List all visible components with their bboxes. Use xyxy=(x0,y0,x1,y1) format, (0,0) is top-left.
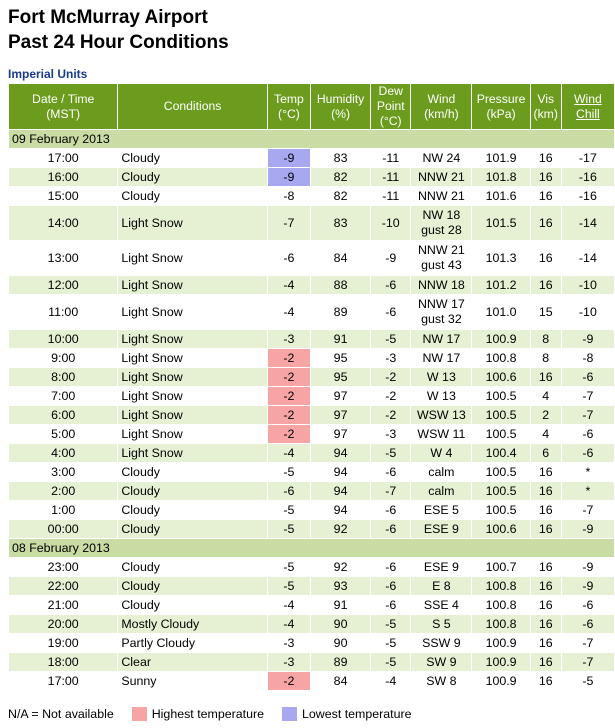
cell-pressure: 100.9 xyxy=(485,635,517,650)
cell-wind-chill: -7 xyxy=(562,406,614,424)
date-row xyxy=(9,539,614,557)
header-temp: Temp (°C) xyxy=(268,84,310,129)
cell-humidity: 91 xyxy=(333,597,348,612)
cell-time: 17:00 xyxy=(47,673,79,688)
header-conditions: Conditions xyxy=(118,84,266,129)
cell-conditions: Cloudy xyxy=(121,559,160,574)
table-row xyxy=(9,672,614,690)
cell-dew-point: -5 xyxy=(371,615,410,633)
cell-wind: WSW 11 xyxy=(417,426,466,441)
cell-visibility: 16 xyxy=(531,520,561,538)
cell-wind-chill: -6 xyxy=(562,444,614,462)
cell-pressure: 100.5 xyxy=(485,464,517,479)
cell-time: 18:00 xyxy=(9,653,117,671)
cell-dew-point: -6 xyxy=(385,464,397,479)
table-row xyxy=(9,368,614,386)
cell-conditions: Mostly Cloudy xyxy=(118,615,266,633)
table-row xyxy=(9,349,614,367)
cell-humidity: 97 xyxy=(333,388,348,403)
cell-time: 12:00 xyxy=(9,276,117,294)
table-row xyxy=(9,615,614,633)
cell-temp: -2 xyxy=(268,368,310,386)
cell-visibility: 16 xyxy=(531,482,561,500)
cell-visibility: 16 xyxy=(538,559,553,574)
cell-temp: -3 xyxy=(268,330,310,348)
cell-humidity: 90 xyxy=(311,615,370,633)
cell-wind-chill: -16 xyxy=(578,188,597,203)
cell-pressure: 100.5 xyxy=(472,406,529,424)
cell-wind-chill: -7 xyxy=(582,635,594,650)
cell-dew-point: -2 xyxy=(371,368,410,386)
cell-dew-point: -6 xyxy=(385,559,397,574)
cell-time: 5:00 xyxy=(51,426,76,441)
cell-dew-point: -5 xyxy=(371,444,410,462)
cell-pressure: 101.9 xyxy=(485,150,517,165)
cell-temp: -2 xyxy=(268,406,310,424)
cell-conditions: Light Snow xyxy=(121,250,183,265)
cell-wind: NNW 18 xyxy=(411,276,471,294)
cell-temp: -3 xyxy=(268,653,310,671)
cell-time: 9:00 xyxy=(51,350,76,365)
header-wind: Wind (km/h) xyxy=(411,84,471,129)
cell-wind-chill: -7 xyxy=(582,502,594,517)
cell-visibility: 4 xyxy=(542,426,550,441)
cell-wind-chill: -6 xyxy=(562,368,614,386)
cell-humidity: 82 xyxy=(311,168,370,186)
cell-dew-point: -6 xyxy=(385,597,397,612)
cell-temp: -4 xyxy=(268,444,310,462)
cell-pressure: 100.5 xyxy=(485,502,517,517)
cell-wind-chill: -16 xyxy=(562,168,614,186)
cell-dew-point: -9 xyxy=(385,250,397,265)
cell-dew-point: -5 xyxy=(371,653,410,671)
cell-time: 23:00 xyxy=(47,559,79,574)
cell-time: 8:00 xyxy=(9,368,117,386)
cell-visibility: 16 xyxy=(538,597,553,612)
cell-temp: -5 xyxy=(268,520,310,538)
cell-visibility: 6 xyxy=(531,444,561,462)
cell-wind-chill: -9 xyxy=(562,330,614,348)
cell-wind-chill: -10 xyxy=(562,276,614,294)
table-row xyxy=(9,149,614,167)
cell-pressure: 101.2 xyxy=(472,276,529,294)
cell-pressure: 100.8 xyxy=(472,615,529,633)
cell-visibility: 16 xyxy=(531,206,561,240)
cell-wind: SSE 4 xyxy=(423,597,459,612)
cell-wind: NNW 21 xyxy=(417,188,465,203)
cell-pressure: 100.6 xyxy=(472,520,529,538)
cell-temp: -5 xyxy=(283,559,295,574)
cell-wind: SW 8 xyxy=(426,673,457,688)
cell-conditions: Cloudy xyxy=(121,502,160,517)
cell-wind: ESE 9 xyxy=(411,520,471,538)
cell-time: 2:00 xyxy=(9,482,117,500)
table-row xyxy=(9,596,614,614)
cell-humidity: 94 xyxy=(333,502,348,517)
cell-wind-chill: -5 xyxy=(582,673,594,688)
cell-wind: NNW 21 xyxy=(411,168,471,186)
cell-temp: -5 xyxy=(268,577,310,595)
cell-humidity: 94 xyxy=(311,482,370,500)
cell-visibility: 16 xyxy=(538,150,553,165)
cell-humidity: 97 xyxy=(333,426,348,441)
legend-high-swatch xyxy=(132,707,147,721)
cell-dew-point: -7 xyxy=(371,482,410,500)
table-row xyxy=(9,241,614,275)
table-row xyxy=(9,187,614,205)
cell-humidity: 91 xyxy=(311,330,370,348)
cell-conditions: Light Snow xyxy=(118,444,266,462)
table-row xyxy=(9,330,614,348)
cell-wind-chill: -7 xyxy=(582,388,594,403)
table-row xyxy=(9,206,614,240)
title-line-2: Past 24 Hour Conditions xyxy=(8,32,229,53)
cell-dew-point: -4 xyxy=(385,673,397,688)
cell-time: 22:00 xyxy=(9,577,117,595)
cell-time: 3:00 xyxy=(51,464,76,479)
cell-pressure: 101.6 xyxy=(485,188,517,203)
cell-humidity: 94 xyxy=(333,464,348,479)
cell-dew-point: -3 xyxy=(385,350,397,365)
cell-dew-point: -5 xyxy=(371,330,410,348)
cell-temp: -2 xyxy=(268,425,310,443)
cell-visibility: 16 xyxy=(531,615,561,633)
cell-conditions: Light Snow xyxy=(118,276,266,294)
cell-wind: NNW 17 gust 32 xyxy=(417,297,465,326)
cell-temp: -2 xyxy=(268,349,310,367)
cell-temp: -3 xyxy=(283,635,295,650)
cell-humidity: 97 xyxy=(311,406,370,424)
cell-temp: -5 xyxy=(283,464,295,479)
cell-visibility: 4 xyxy=(542,388,550,403)
cell-visibility: 16 xyxy=(531,168,561,186)
cell-humidity: 95 xyxy=(311,368,370,386)
cell-conditions: Cloudy xyxy=(121,150,160,165)
cell-conditions: Clear xyxy=(118,653,266,671)
cell-pressure: 100.9 xyxy=(472,653,529,671)
table-row xyxy=(9,387,614,405)
page-title xyxy=(8,5,229,55)
cell-temp: -7 xyxy=(268,206,310,240)
cell-temp: -6 xyxy=(283,250,295,265)
cell-conditions: Light Snow xyxy=(121,350,183,365)
table-row xyxy=(9,501,614,519)
cell-wind: calm xyxy=(411,482,471,500)
header-vis: Vis (km) xyxy=(531,84,561,129)
cell-dew-point: -11 xyxy=(382,150,400,165)
cell-humidity: 88 xyxy=(311,276,370,294)
cell-wind: SSW 9 xyxy=(422,635,461,650)
cell-temp: -9 xyxy=(268,149,310,167)
cell-visibility: 16 xyxy=(538,502,553,517)
cell-conditions: Sunny xyxy=(121,673,157,688)
cell-dew-point: -2 xyxy=(371,406,410,424)
cell-time: 15:00 xyxy=(47,188,79,203)
cell-dew-point: -6 xyxy=(385,502,397,517)
cell-humidity: 82 xyxy=(333,188,348,203)
table-row xyxy=(9,463,614,481)
cell-humidity: 83 xyxy=(333,150,348,165)
table-row xyxy=(9,276,614,294)
table-row xyxy=(9,295,614,329)
cell-time: 7:00 xyxy=(51,388,76,403)
cell-wind: calm xyxy=(428,464,455,479)
cell-visibility: 16 xyxy=(538,635,553,650)
units-label: Imperial Units xyxy=(8,67,88,81)
cell-wind-chill: * xyxy=(562,482,614,500)
cell-time: 21:00 xyxy=(47,597,79,612)
cell-visibility: 16 xyxy=(538,464,553,479)
cell-temp: -5 xyxy=(283,502,295,517)
cell-pressure: 100.5 xyxy=(485,388,517,403)
cell-time: 11:00 xyxy=(48,304,79,319)
cell-time: 16:00 xyxy=(9,168,117,186)
cell-visibility: 16 xyxy=(538,250,553,265)
cell-pressure: 100.7 xyxy=(485,559,517,574)
cell-visibility: 15 xyxy=(538,304,553,319)
header-date-time: Date / Time (MST) xyxy=(9,84,117,129)
cell-wind-chill: -9 xyxy=(582,559,594,574)
date-label: 08 February 2013 xyxy=(9,539,614,557)
table-row xyxy=(9,406,614,424)
legend-low-swatch xyxy=(282,707,297,721)
cell-time: 00:00 xyxy=(9,520,117,538)
cell-wind: E 8 xyxy=(411,577,471,595)
cell-wind-chill: -9 xyxy=(562,577,614,595)
cell-humidity: 92 xyxy=(311,520,370,538)
cell-pressure: 100.5 xyxy=(472,482,529,500)
cell-pressure: 100.9 xyxy=(472,330,529,348)
cell-visibility: 16 xyxy=(531,276,561,294)
legend xyxy=(8,707,430,721)
cell-visibility: 2 xyxy=(531,406,561,424)
cell-wind: NNW 21 gust 43 xyxy=(417,243,465,272)
table-header-row xyxy=(9,84,614,129)
cell-wind-chill: * xyxy=(585,464,591,479)
cell-pressure: 100.8 xyxy=(485,350,517,365)
cell-conditions: Cloudy xyxy=(118,168,266,186)
cell-humidity: 84 xyxy=(333,673,348,688)
cell-conditions: Cloudy xyxy=(118,482,266,500)
cell-visibility: 16 xyxy=(531,368,561,386)
cell-wind-chill: -14 xyxy=(562,206,614,240)
cell-pressure: 100.4 xyxy=(472,444,529,462)
cell-visibility: 16 xyxy=(538,673,553,688)
cell-pressure: 100.9 xyxy=(485,673,517,688)
cell-dew-point: -5 xyxy=(385,635,397,650)
table-row xyxy=(9,653,614,671)
cell-temp: -6 xyxy=(268,482,310,500)
table-row xyxy=(9,444,614,462)
cell-temp: -8 xyxy=(283,188,295,203)
cell-temp: -2 xyxy=(268,672,310,690)
cell-temp: -4 xyxy=(283,597,295,612)
cell-dew-point: -3 xyxy=(385,426,397,441)
cell-wind: NW 18 gust 28 xyxy=(411,206,471,240)
title-line-1: Fort McMurray Airport xyxy=(8,7,208,28)
cell-humidity: 89 xyxy=(311,653,370,671)
cell-humidity: 90 xyxy=(333,635,348,650)
cell-conditions: Light Snow xyxy=(118,406,266,424)
header-pressure: Pressure (kPa) xyxy=(472,84,529,129)
cell-visibility: 8 xyxy=(542,350,550,365)
cell-dew-point: -6 xyxy=(385,304,397,319)
cell-humidity: 94 xyxy=(311,444,370,462)
cell-wind-chill: -8 xyxy=(582,350,594,365)
date-row xyxy=(9,130,614,148)
cell-time: 19:00 xyxy=(47,635,79,650)
cell-dew-point: -6 xyxy=(371,276,410,294)
cell-pressure: 101.0 xyxy=(485,304,517,319)
cell-wind: NW 24 xyxy=(422,150,461,165)
cell-conditions: Cloudy xyxy=(121,597,160,612)
cell-pressure: 101.8 xyxy=(472,168,529,186)
cell-wind: NW 17 xyxy=(411,330,471,348)
cell-time: 17:00 xyxy=(47,150,79,165)
cell-wind-chill: -6 xyxy=(562,615,614,633)
cell-wind-chill: -10 xyxy=(578,304,597,319)
cell-time: 10:00 xyxy=(9,330,117,348)
cell-humidity: 93 xyxy=(311,577,370,595)
cell-conditions: Light Snow xyxy=(118,368,266,386)
cell-dew-point: -6 xyxy=(371,520,410,538)
cell-wind: SW 9 xyxy=(411,653,471,671)
cell-visibility: 8 xyxy=(531,330,561,348)
cell-pressure: 100.5 xyxy=(485,426,517,441)
cell-conditions: Cloudy xyxy=(121,188,160,203)
cell-conditions: Light Snow xyxy=(118,206,266,240)
cell-temp: -4 xyxy=(268,276,310,294)
cell-wind: NW 17 xyxy=(422,350,461,365)
cell-wind-chill: -9 xyxy=(562,520,614,538)
cell-wind-chill: -14 xyxy=(578,250,597,265)
cell-visibility: 16 xyxy=(538,188,553,203)
cell-conditions: Partly Cloudy xyxy=(121,635,196,650)
cell-conditions: Cloudy xyxy=(121,464,160,479)
cell-time: 13:00 xyxy=(47,250,79,265)
cell-wind: W 13 xyxy=(411,368,471,386)
cell-pressure: 101.5 xyxy=(472,206,529,240)
cell-time: 14:00 xyxy=(9,206,117,240)
table-row xyxy=(9,425,614,443)
cell-conditions: Cloudy xyxy=(118,577,266,595)
legend-low: Lowest temperature xyxy=(282,707,412,721)
cell-conditions: Light Snow xyxy=(121,304,183,319)
cell-time: 4:00 xyxy=(9,444,117,462)
cell-wind: ESE 9 xyxy=(423,559,459,574)
cell-temp: -2 xyxy=(268,387,310,405)
table-row xyxy=(9,482,614,500)
cell-conditions: Light Snow xyxy=(121,388,183,403)
cell-wind-chill: -6 xyxy=(582,597,594,612)
cell-wind: W 4 xyxy=(411,444,471,462)
cell-visibility: 16 xyxy=(531,577,561,595)
legend-high: Highest temperature xyxy=(132,707,264,721)
cell-temp: -4 xyxy=(283,304,295,319)
cell-pressure: 101.3 xyxy=(485,250,517,265)
cell-wind: S 5 xyxy=(411,615,471,633)
cell-time: 20:00 xyxy=(9,615,117,633)
cell-pressure: 100.8 xyxy=(485,597,517,612)
cell-conditions: Light Snow xyxy=(118,330,266,348)
cell-humidity: 92 xyxy=(333,559,348,574)
cell-humidity: 89 xyxy=(333,304,348,319)
conditions-table xyxy=(8,83,615,691)
cell-dew-point: -11 xyxy=(382,188,400,203)
cell-conditions: Light Snow xyxy=(121,426,183,441)
cell-visibility: 16 xyxy=(531,653,561,671)
cell-wind-chill: -17 xyxy=(578,150,597,165)
header-dew-point: Dew Point (°C) xyxy=(371,84,410,129)
cell-wind: ESE 5 xyxy=(423,502,459,517)
date-label: 09 February 2013 xyxy=(9,130,614,148)
cell-temp: -4 xyxy=(268,615,310,633)
header-wind-chill-link[interactable]: Wind Chill xyxy=(562,84,614,129)
table-row xyxy=(9,577,614,595)
table-row xyxy=(9,168,614,186)
table-row xyxy=(9,634,614,652)
table-row xyxy=(9,558,614,576)
cell-pressure: 100.6 xyxy=(472,368,529,386)
cell-humidity: 83 xyxy=(311,206,370,240)
cell-wind-chill: -6 xyxy=(582,426,594,441)
cell-wind-chill: -7 xyxy=(562,653,614,671)
cell-dew-point: -2 xyxy=(385,388,397,403)
cell-time: 1:00 xyxy=(51,502,76,517)
cell-temp: -9 xyxy=(268,168,310,186)
cell-humidity: 95 xyxy=(333,350,348,365)
cell-wind: W 13 xyxy=(426,388,456,403)
cell-dew-point: -11 xyxy=(371,168,410,186)
cell-wind: WSW 13 xyxy=(411,406,471,424)
cell-dew-point: -6 xyxy=(371,577,410,595)
legend-na: N/A = Not available xyxy=(8,707,114,721)
cell-humidity: 84 xyxy=(333,250,348,265)
table-row xyxy=(9,520,614,538)
cell-pressure: 100.8 xyxy=(472,577,529,595)
header-humidity: Humidity (%) xyxy=(311,84,370,129)
cell-time: 6:00 xyxy=(9,406,117,424)
cell-dew-point: -10 xyxy=(371,206,410,240)
cell-conditions: Cloudy xyxy=(118,520,266,538)
